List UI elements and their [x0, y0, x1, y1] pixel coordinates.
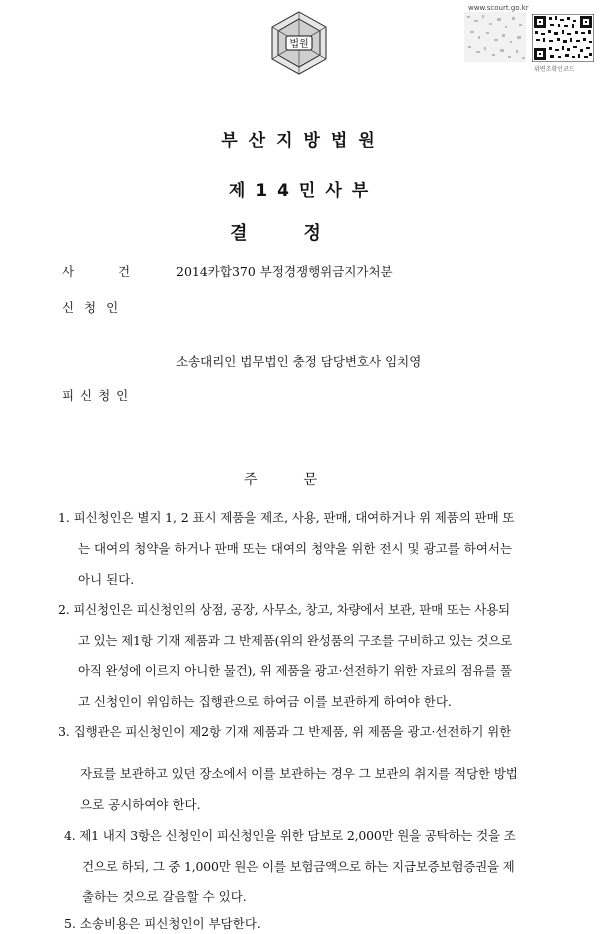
order-line: 자료를 보관하고 있던 장소에서 이를 보관하는 경우 그 보관의 취지를 적당한 방법	[80, 766, 518, 781]
order-line: 1. 피신청인은 별지 1, 2 표시 제품을 제조, 사용, 판매, 대여하거나 위 제품의 판매 또	[58, 510, 515, 525]
order-line: 출하는 것으로 갈음할 수 있다.	[82, 889, 247, 904]
order-line: 는 대여의 청약을 하거나 판매 또는 대여의 청약을 위한 전시 및 광고를 하여서는	[78, 541, 513, 556]
court-seal-emblem	[266, 10, 332, 76]
court-name: 부산지방법원	[221, 131, 386, 151]
order-line: 으로 공시하여야 한다.	[80, 797, 201, 812]
order-line: 3. 집행관은 피신청인이 제2항 기재 제품과 그 반제품, 위 제품을 광고·선전하기 위한	[58, 724, 512, 739]
order-line: 고 있는 제1항 기재 제품과 그 반제품(위의 완성품의 구조를 구비하고 있는 것으로	[78, 633, 512, 648]
order-line: 건으로 하되, 그 중 1,000만 원은 이를 보험금액으로 하는 지급보증보험증권을 제	[82, 859, 515, 874]
order-line: 4. 제1 내지 3항은 신청인이 피신청인을 위한 담보로 2,000만 원을 공탁하는 것을 조	[64, 828, 516, 843]
case-label: 사 건	[62, 264, 131, 279]
seal-text: 법원	[289, 39, 309, 50]
order-line: 2. 피신청인은 피신청인의 상점, 공장, 사무소, 창고, 차량에서 보관, 판매 또는 사용되	[58, 602, 510, 617]
order-line: 아직 완성에 이르지 아니한 물건), 위 제품을 광고·선전하기 위한 자료의 점유를 풀	[78, 663, 512, 678]
document-type-title: 결정	[230, 223, 377, 244]
applicant-label: 신 청 인	[62, 300, 119, 315]
legal-agent: 소송대리인 법무법인 충정 담당변호사 임치영	[176, 354, 422, 369]
order-line: 고 신청인이 위임하는 집행관으로 하여금 이를 보관하게 하여야 한다.	[78, 694, 452, 709]
qr-url: www.scourt.go.kr	[468, 4, 529, 12]
qr-code-icon	[532, 14, 594, 62]
case-value: 2014카합370 부정경쟁행위금지가처분	[176, 264, 393, 279]
qr-caption: 위변조확인코드	[534, 66, 575, 73]
order-title: 주문	[243, 472, 364, 488]
order-line: 5. 소송비용은 피신청인이 부담한다.	[64, 916, 261, 931]
order-line: 아니 된다.	[78, 572, 135, 587]
division-name: 제14민사부	[228, 181, 379, 201]
stamp-noise-pattern	[464, 12, 526, 62]
respondent-label: 피 신 청 인	[62, 388, 129, 403]
